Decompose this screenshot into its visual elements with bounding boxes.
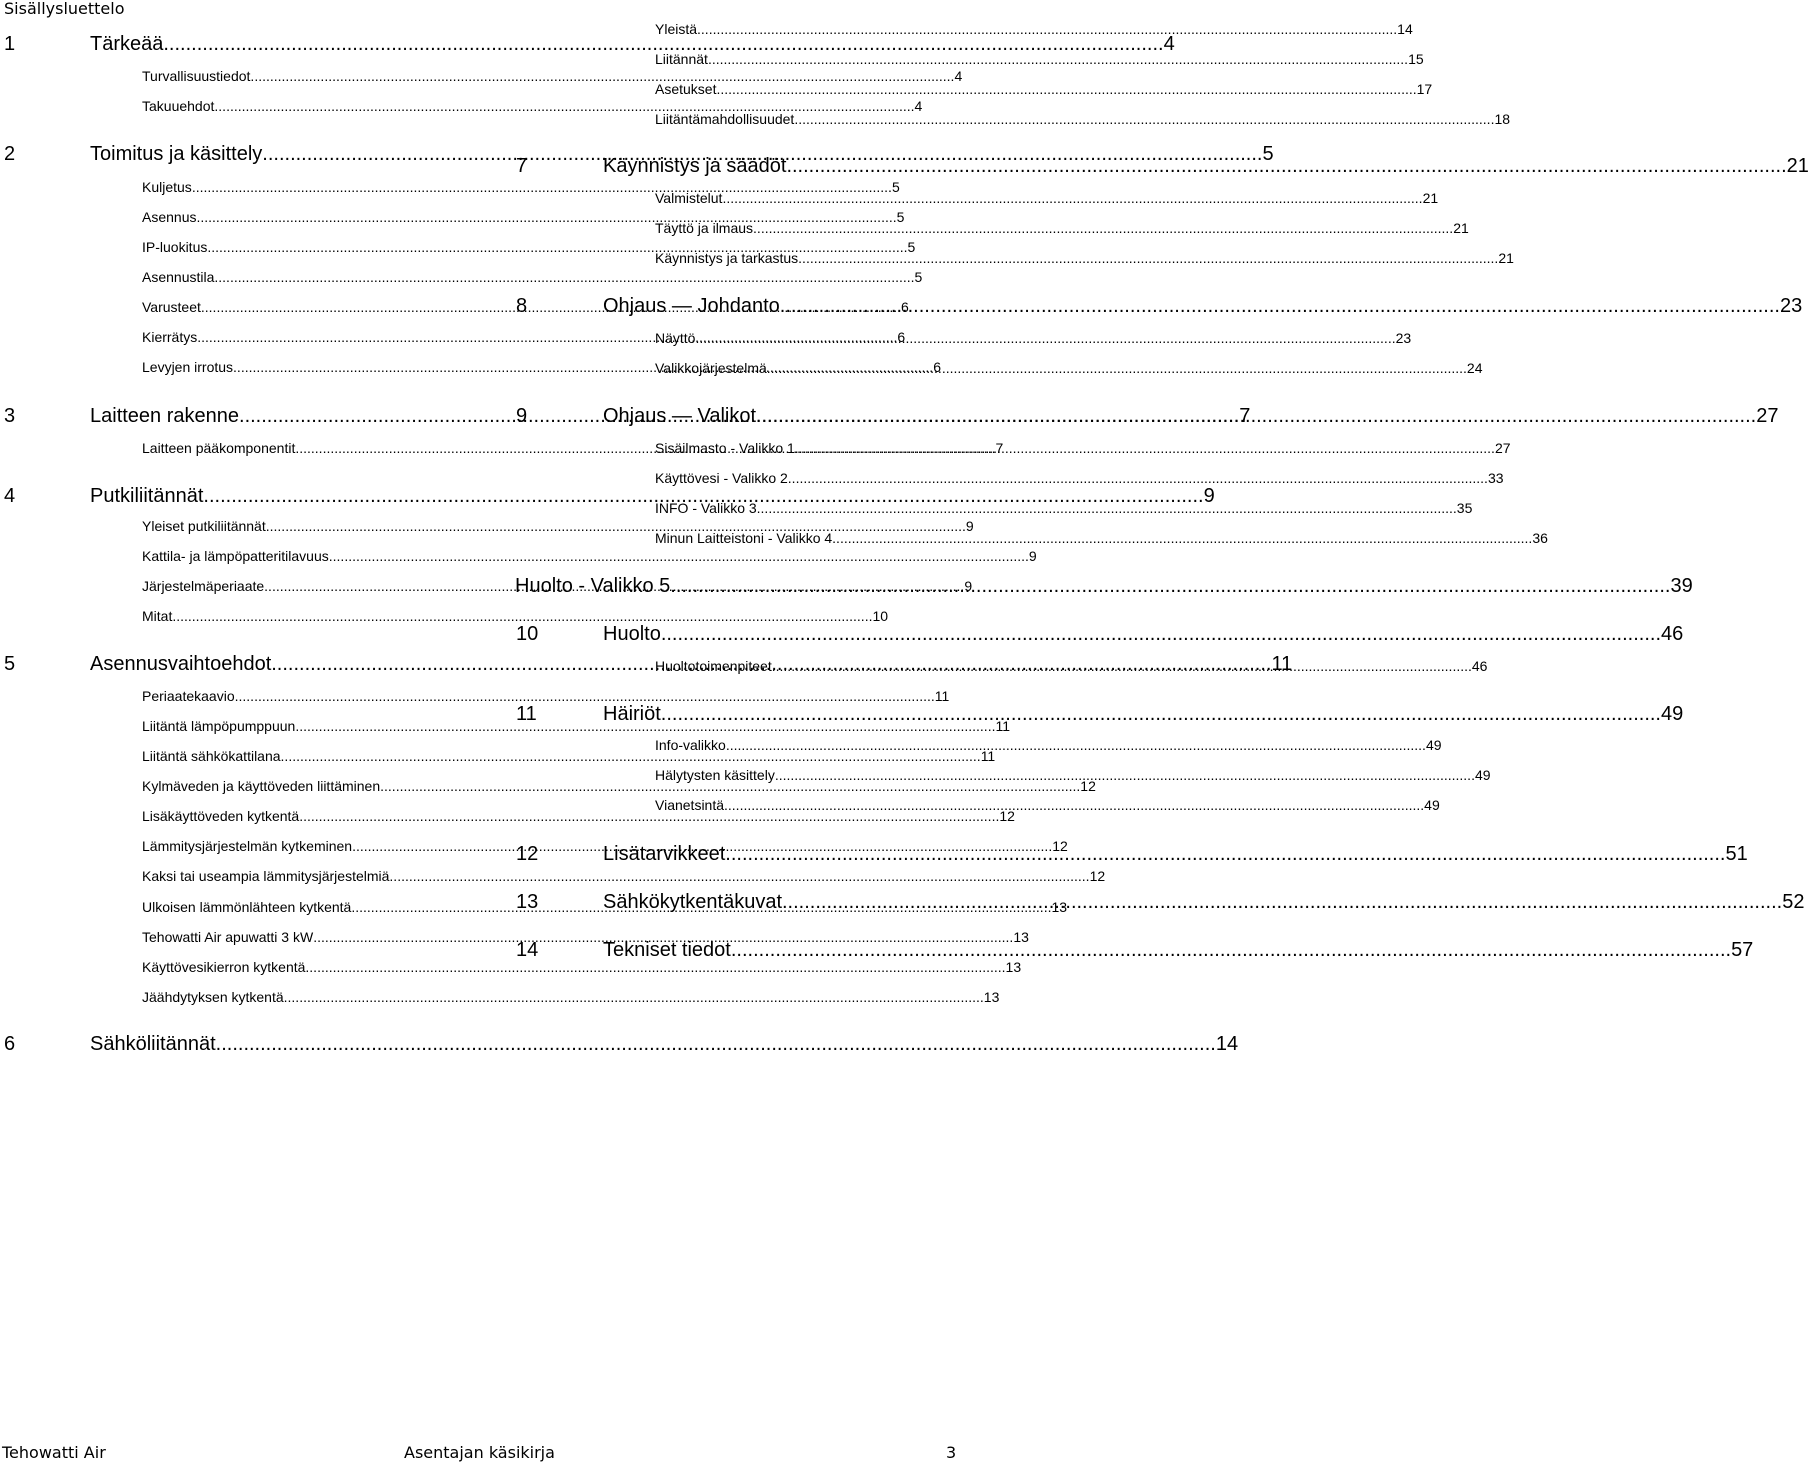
chapter-title: Ohjaus — Johdanto (603, 295, 780, 317)
dot-leader (753, 220, 1453, 236)
chapter-title: Tärkeää (90, 33, 164, 55)
section-title: Sisäilmasto - Valikko 1 (655, 440, 795, 456)
chapter-page-number: 57 (1731, 939, 1754, 961)
chapter-page-number: 46 (1661, 623, 1684, 645)
toc-section-entry[interactable] (655, 21, 1413, 37)
toc-section-entry[interactable] (655, 190, 1439, 206)
section-page-number: 21 (1498, 250, 1514, 266)
dot-leader (775, 767, 1475, 783)
toc-section-entry[interactable] (142, 209, 905, 225)
section-page-number: 9 (964, 578, 973, 594)
dot-leader (832, 530, 1532, 546)
section-page-number: 9 (1028, 548, 1037, 564)
section-title: Periaatekaavio (142, 688, 235, 704)
toc-section-entry[interactable] (655, 530, 1548, 546)
dot-leader (725, 842, 1725, 866)
toc-section-entry[interactable] (655, 250, 1514, 266)
section-page-number: 49 (1424, 797, 1440, 813)
section-title: Laitteen pääkomponentit (142, 440, 296, 456)
toc-section-entry[interactable] (142, 718, 1011, 734)
section-title: Liitännät (655, 51, 708, 67)
section-title: Jäähdytyksen kytkentä (142, 989, 284, 1005)
page-title: Sisällysluettelo (4, 0, 125, 18)
toc-section-entry[interactable] (142, 68, 963, 84)
toc-section-entry[interactable] (142, 608, 889, 624)
toc-section-entry[interactable] (142, 98, 923, 114)
section-title: Valmistelut (655, 190, 723, 206)
section-page-number: 14 (1397, 21, 1413, 37)
section-title: Asennustila (142, 269, 215, 285)
toc-section-entry[interactable] (655, 470, 1504, 486)
section-page-number: 13 (983, 989, 1000, 1005)
chapter-title: Huolto - Valikko 5 (515, 575, 671, 597)
chapter-page-number: 21 (1786, 155, 1809, 177)
section-page-number: 12 (1052, 838, 1068, 854)
chapter-page-number: 52 (1782, 891, 1805, 913)
section-page-number: 35 (1456, 500, 1473, 516)
chapter-page-number: 4 (1163, 33, 1175, 55)
chapter-title: Toimitus ja käsittely (90, 143, 263, 165)
dot-leader (697, 21, 1397, 37)
section-page-number: 27 (1494, 440, 1511, 456)
section-title: Täyttö ja ilmaus (655, 220, 754, 236)
section-title: INFO - Valikko 3 (655, 500, 757, 516)
section-page-number: 4 (914, 98, 923, 114)
chapter-page-number: 11 (1271, 653, 1293, 675)
section-title: Lämmitysjärjestelmän kytkeminen (142, 838, 353, 854)
section-page-number: 23 (1395, 330, 1412, 346)
dot-leader (661, 622, 1661, 646)
toc-section-entry[interactable] (655, 797, 1440, 813)
dot-leader (756, 404, 1756, 428)
chapter-number: 9 (516, 405, 528, 427)
dot-leader (389, 868, 1089, 884)
section-title: Vianetsintä (655, 797, 725, 813)
dot-leader (329, 548, 1029, 564)
toc-section-entry[interactable] (655, 360, 1483, 376)
section-page-number: 11 (980, 748, 996, 764)
section-title: Levyjen irrotus (142, 359, 234, 375)
chapter-number: 10 (516, 623, 539, 645)
toc-section-entry[interactable] (142, 929, 1029, 945)
section-title: Käyttövesi - Valikko 2 (655, 470, 788, 486)
chapter-number: 4 (4, 485, 16, 507)
dot-leader (708, 51, 1408, 67)
chapter-title: Häiriöt (603, 703, 661, 725)
section-title: Liitäntä sähkökattilana (142, 748, 281, 764)
section-page-number: 5 (891, 179, 900, 195)
section-page-number: 4 (954, 68, 963, 84)
section-page-number: 17 (1416, 81, 1433, 97)
toc-section-entry[interactable] (142, 548, 1037, 564)
section-title: Yleistä (655, 21, 698, 37)
dot-leader (788, 470, 1488, 486)
toc-section-entry[interactable] (655, 51, 1424, 67)
section-page-number: 6 (933, 359, 941, 375)
dot-leader (722, 190, 1422, 206)
toc-section-entry[interactable] (142, 959, 1022, 975)
footer-product: Tehowatti Air (2, 1443, 106, 1462)
section-title: Asennus (142, 209, 197, 225)
section-title: Takuuehdot (142, 98, 215, 114)
section-title: IP-luokitus (142, 239, 208, 255)
section-title: Info-valikko (655, 737, 726, 753)
dot-leader (767, 360, 1467, 376)
chapter-number: 2 (4, 143, 16, 165)
dot-leader (716, 81, 1416, 97)
section-title: Minun Laitteistoni - Valikko 4 (655, 530, 833, 546)
toc-section-entry[interactable] (142, 269, 923, 285)
dot-leader (724, 797, 1424, 813)
toc-section-entry[interactable] (142, 778, 1096, 794)
chapter-title: Lisätarvikkeet (603, 843, 726, 865)
toc-section-entry[interactable] (655, 737, 1442, 753)
section-title: Mitat (142, 608, 173, 624)
chapter-title: Tekniset tiedot (603, 939, 731, 961)
dot-leader (216, 1032, 1216, 1056)
dot-leader (695, 330, 1395, 346)
section-title: Asetukset (655, 81, 717, 97)
toc-section-entry[interactable] (142, 748, 996, 764)
toc-section-entry[interactable] (142, 808, 1015, 824)
section-title: Kuljetus (142, 179, 192, 195)
section-page-number: 7 (995, 440, 1004, 456)
toc-section-entry[interactable] (655, 330, 1412, 346)
section-page-number: 6 (901, 299, 909, 315)
dot-leader (786, 154, 1786, 178)
footer-page-number: 3 (946, 1443, 957, 1462)
chapter-page-number: 7 (1239, 405, 1251, 427)
dot-leader (726, 737, 1426, 753)
section-page-number: 21 (1422, 190, 1439, 206)
section-title: Kierrätys (142, 329, 198, 345)
toc-section-entry[interactable] (655, 440, 1511, 456)
toc-section-entry[interactable] (142, 239, 916, 255)
section-page-number: 18 (1494, 111, 1511, 127)
chapter-page-number: 23 (1779, 295, 1803, 317)
toc-section-entry[interactable] (655, 220, 1469, 236)
chapter-page-number: 49 (1661, 703, 1684, 725)
section-page-number: 5 (907, 239, 916, 255)
section-page-number: 6 (897, 329, 906, 345)
dot-leader (661, 702, 1661, 726)
chapter-number: 14 (516, 939, 539, 961)
toc-section-entry[interactable] (142, 868, 1106, 884)
chapter-number: 13 (516, 891, 539, 913)
toc-section-entry[interactable] (142, 518, 974, 534)
section-page-number: 13 (1051, 899, 1068, 915)
chapter-page-number: 27 (1756, 405, 1779, 427)
section-title: Varusteet (142, 299, 201, 315)
section-page-number: 12 (1089, 868, 1106, 884)
section-page-number: 5 (896, 209, 905, 225)
dot-leader (757, 500, 1457, 516)
dot-leader (782, 890, 1782, 914)
section-title: Kylmäveden ja käyttöveden liittäminen (142, 778, 381, 794)
toc-section-entry[interactable] (655, 767, 1491, 783)
section-title: Näyttö (655, 330, 696, 346)
chapter-number: 11 (516, 703, 537, 725)
chapter-title: Sähkökytkentäkuvat (603, 891, 782, 913)
dot-leader (795, 440, 1495, 456)
section-page-number: 49 (1425, 737, 1442, 753)
dot-leader (794, 111, 1494, 127)
section-title: Valikkojärjestelmä (655, 360, 767, 376)
section-title: Huoltotoimenpiteet (655, 658, 772, 674)
chapter-number: 3 (4, 405, 16, 427)
section-page-number: 10 (872, 608, 889, 624)
chapter-title: Käynnistys ja säädöt (603, 155, 787, 177)
footer-manual-title: Asentajan käsikirja (404, 1443, 555, 1462)
dot-leader (284, 989, 984, 1005)
dot-leader (731, 938, 1731, 962)
chapter-title: Ohjaus — Valikot (603, 405, 757, 427)
section-page-number: 21 (1453, 220, 1469, 236)
chapter-number: 6 (4, 1033, 16, 1055)
section-page-number: 11 (934, 688, 950, 704)
section-title: Ulkoisen lämmönlähteen kytkentä (142, 899, 352, 915)
section-title: Liitäntä lämpöpumppuun (142, 718, 296, 734)
dot-leader (798, 250, 1498, 266)
chapter-page-number: 51 (1725, 843, 1748, 865)
chapter-title: Sähköliitännät (90, 1033, 216, 1055)
section-title: Hälytysten käsittely (655, 767, 775, 783)
chapter-page-number: 5 (1262, 143, 1274, 165)
chapter-number: 5 (4, 653, 16, 675)
section-page-number: 5 (914, 269, 923, 285)
section-page-number: 49 (1474, 767, 1491, 783)
toc-section-entry[interactable] (142, 688, 950, 704)
chapter-number: 7 (516, 155, 528, 177)
section-page-number: 12 (1080, 778, 1096, 794)
section-page-number: 24 (1466, 360, 1483, 376)
section-title: Liitäntämahdollisuudet (655, 111, 795, 127)
chapter-title: Huolto (603, 623, 661, 645)
toc-section-entry[interactable] (655, 111, 1511, 127)
dot-leader (670, 574, 1670, 598)
chapter-page-number: 39 (1670, 575, 1693, 597)
section-page-number: 36 (1532, 530, 1548, 546)
section-page-number: 33 (1487, 470, 1504, 486)
section-title: Käyttövesikierron kytkentä (142, 959, 306, 975)
section-title: Järjestelmäperiaate (142, 578, 265, 594)
section-page-number: 46 (1471, 658, 1488, 674)
section-page-number: 11 (995, 718, 1011, 734)
section-page-number: 12 (999, 808, 1015, 824)
dot-leader (772, 658, 1472, 674)
chapter-page-number: 14 (1215, 1033, 1239, 1055)
chapter-title: Laitteen rakenne (90, 405, 240, 427)
section-title: Kaksi tai useampia lämmitysjärjestelmiä (142, 868, 390, 884)
section-title: Kattila- ja lämpöpatteritilavuus (142, 548, 329, 564)
dot-leader (780, 294, 1780, 318)
section-title: Yleiset putkiliitännät (142, 518, 266, 534)
section-page-number: 15 (1408, 51, 1424, 67)
dot-leader (214, 269, 914, 285)
section-title: Tehowatti Air apuwatti 3 kW (142, 929, 314, 945)
section-title: Lisäkäyttöveden kytkentä (142, 808, 300, 824)
chapter-number: 12 (516, 843, 539, 865)
chapter-number: 8 (516, 295, 528, 317)
toc-section-entry[interactable] (142, 989, 1000, 1005)
section-title: Käynnistys ja tarkastus (655, 250, 799, 266)
section-page-number: 9 (965, 518, 974, 534)
section-title: Turvallisuustiedot. (142, 68, 255, 84)
chapter-number: 1 (4, 33, 16, 55)
toc-section-entry[interactable] (142, 179, 900, 195)
chapter-title: Putkiliitännät (90, 485, 204, 507)
chapter-title: Asennusvaihtoehdot (90, 653, 272, 675)
chapter-page-number: 9 (1203, 485, 1215, 507)
section-page-number: 13 (1005, 959, 1022, 975)
section-page-number: 13 (1013, 929, 1029, 945)
toc-section-entry[interactable] (655, 500, 1473, 516)
toc-section-entry[interactable] (655, 81, 1433, 97)
